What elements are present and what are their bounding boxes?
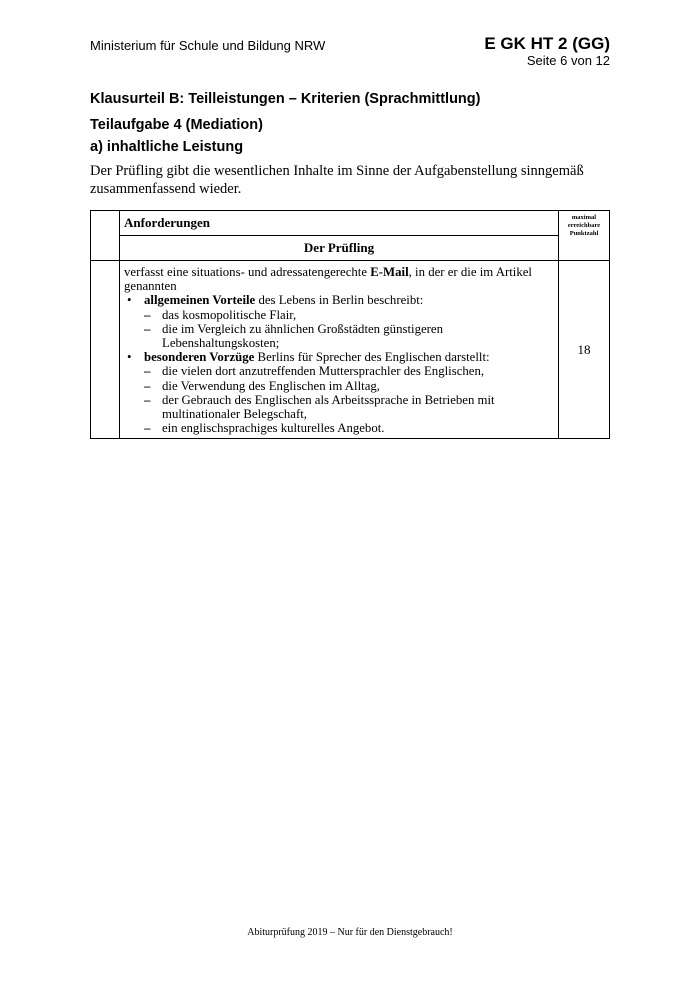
list-item: – der Gebrauch des Englischen als Arbeitssprache in Betrieben mit multinationaler Belegschaft, xyxy=(144,393,554,421)
list-item: – die Verwendung des Englischen im Alltag, xyxy=(144,379,554,393)
sub-list xyxy=(144,308,554,351)
table-row xyxy=(91,261,610,439)
page-header-right xyxy=(484,34,610,68)
criteria-bullets xyxy=(124,293,554,435)
subtask-title: Teilaufgabe 4 (Mediation) xyxy=(90,117,263,133)
subsection-title: a) inhaltliche Leistung xyxy=(90,139,244,155)
requirements-cell xyxy=(120,261,559,439)
max-points-header: maximal erreichbare Punktzahl xyxy=(559,211,610,261)
list-item xyxy=(124,293,554,350)
task-intro xyxy=(124,265,554,293)
page-footer: Abiturprüfung 2019 – Nur für den Dienstgebrauch! xyxy=(247,927,453,938)
bullet-text: Berlins für Sprecher des Englischen darstellt: xyxy=(254,350,490,365)
page-number: Seite 6 von 12 xyxy=(526,53,610,68)
subject-header: Der Prüfling xyxy=(120,236,559,261)
task-intro-pre: verfasst eine situations- und adressatengerechte xyxy=(124,265,371,279)
bullet-bold: besonderen Vorzüge xyxy=(144,350,255,365)
number-header-cell xyxy=(91,211,120,261)
task-intro-bold: E-Mail xyxy=(370,265,409,279)
bullet-text: des Lebens in Berlin beschreibt: xyxy=(255,293,424,308)
bullet-bold: allgemeinen Vorteile xyxy=(144,293,256,308)
intro-paragraph: Der Prüfling gibt die wesentlichen Inhalte im Sinne der Aufgabenstellung sinngemäß zusammenfassend wieder. xyxy=(90,163,584,197)
exam-code: E GK HT 2 (GG) xyxy=(484,34,610,53)
row-number-cell xyxy=(91,261,120,439)
list-item: – die im Vergleich zu ähnlichen Großstädten günstigeren Lebenshaltungskosten; xyxy=(144,322,554,350)
list-item: – die vielen dort anzutreffenden Muttersprachler des Englischen, xyxy=(144,364,554,378)
criteria-table xyxy=(90,210,610,439)
sub-list xyxy=(144,364,554,435)
task-intro-post: , in der er die im Artikel genannten xyxy=(124,265,532,294)
ministry-name: Ministerium für Schule und Bildung NRW xyxy=(90,38,326,53)
list-item: – das kosmopolitische Flair, xyxy=(144,308,554,322)
section-title: Klausurteil B: Teilleistungen – Kriterien (Sprachmittlung) xyxy=(90,91,481,107)
requirements-header: Anforderungen xyxy=(120,211,559,236)
list-item: – ein englischsprachiges kulturelles Angebot. xyxy=(144,421,554,435)
points-cell: 18 xyxy=(559,261,610,439)
list-item xyxy=(124,350,554,435)
